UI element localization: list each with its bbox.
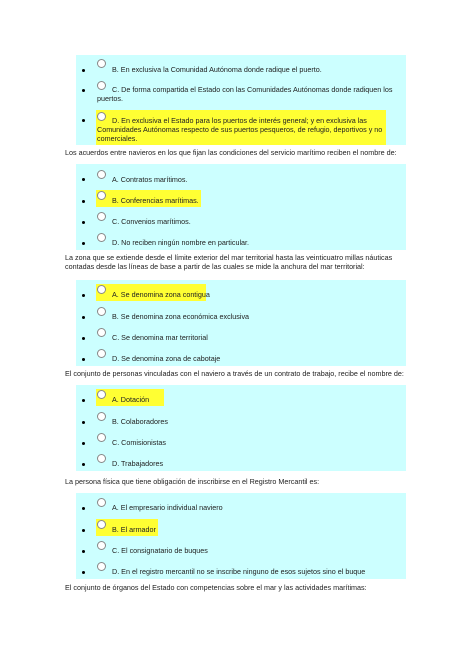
option-label: C. El consignatario de buques (112, 546, 208, 555)
radio-button[interactable] (97, 328, 106, 337)
radio-button[interactable] (97, 285, 106, 294)
option-label: B. Conferencias marítimas. (112, 196, 199, 205)
bullet (82, 242, 85, 245)
radio-button[interactable] (97, 191, 106, 200)
option-label: B. El armador (112, 525, 156, 534)
option-label: A. El empresario individual naviero (112, 503, 223, 512)
option-label: C. Comisionistas (112, 438, 166, 447)
question-3-prompt: La zona que se extiende desde el límite exterior del mar territorial hasta las veinticuatro millas náuticas contadas desde las líneas de base a partir de las cuales se mide la anchura del mar territorial: (65, 253, 393, 271)
option-label: C. Convenios marítimos. (112, 217, 191, 226)
bullet (82, 294, 85, 297)
bullet (82, 200, 85, 203)
bullet (82, 463, 85, 466)
option-label: D. En exclusiva el Estado para los puertos de interés general; y en exclusiva las Comunidades Autónomas respecto de sus puertos pesqueros, de refugio, deportivos y no comerciales. (97, 116, 383, 143)
radio-button[interactable] (97, 307, 106, 316)
option-label: D. Trabajadores (112, 459, 164, 468)
option-label: B. Se denomina zona económica exclusiva (112, 312, 250, 321)
radio-button[interactable] (97, 433, 106, 442)
option-label: C. De forma compartida el Estado con las Comunidades Autónomas donde radiquen los puertos. (97, 85, 393, 103)
radio-button[interactable] (97, 390, 106, 399)
option-label: D. Se denomina zona de cabotaje (112, 354, 221, 363)
bullet (82, 507, 85, 510)
option-label: D. No reciben ningún nombre en particular. (112, 238, 250, 247)
bullet (82, 119, 85, 122)
bullet (82, 421, 85, 424)
question-4-options (76, 385, 406, 471)
question-5-prompt: La persona física que tiene obligación de inscribirse en el Registro Mercantil es: (65, 477, 320, 486)
question-6-prompt: El conjunto de órganos del Estado con competencias sobre el mar y las actividades marítimas: (65, 583, 367, 592)
option-label: D. En el registro mercantil no se inscribe ninguno de esos sujetos sino el buque (112, 567, 366, 576)
radio-button[interactable] (97, 349, 106, 358)
radio-button[interactable] (97, 454, 106, 463)
option-label: B. Colaboradores (112, 417, 168, 426)
radio-button[interactable] (97, 170, 106, 179)
radio-button[interactable] (97, 498, 106, 507)
radio-button[interactable] (97, 59, 106, 68)
question-4-prompt: El conjunto de personas vinculadas con el naviero a través de un contrato de trabajo, recibe el nombre de: (65, 369, 404, 378)
question-3-options (76, 280, 406, 366)
option-label: C. Se denomina mar territorial (112, 333, 208, 342)
bullet (82, 316, 85, 319)
option-label: A. Se denomina zona contigua (112, 290, 210, 299)
bullet (82, 399, 85, 402)
option-label: A. Dotación (112, 395, 150, 404)
radio-button[interactable] (97, 233, 106, 242)
question-1-options (76, 55, 406, 145)
bullet (82, 571, 85, 574)
bullet (82, 69, 85, 72)
radio-button[interactable] (97, 412, 106, 421)
radio-button[interactable] (97, 212, 106, 221)
bullet (82, 442, 85, 445)
bullet (82, 337, 85, 340)
bullet (82, 89, 85, 92)
radio-button[interactable] (97, 541, 106, 550)
bullet (82, 550, 85, 553)
bullet (82, 529, 85, 532)
radio-button[interactable] (97, 520, 106, 529)
bullet (82, 178, 85, 181)
question-2-options (76, 164, 406, 250)
question-2-prompt: Los acuerdos entre navieros en los que fijan las condiciones del servicio marítimo reciben el nombre de: (65, 148, 397, 157)
option-label: B. En exclusiva la Comunidad Autónoma donde radique el puerto. (112, 65, 322, 74)
option-label: A. Contratos marítimos. (112, 175, 188, 184)
bullet (82, 221, 85, 224)
radio-button[interactable] (97, 562, 106, 571)
bullet (82, 358, 85, 361)
question-5-options (76, 493, 406, 579)
